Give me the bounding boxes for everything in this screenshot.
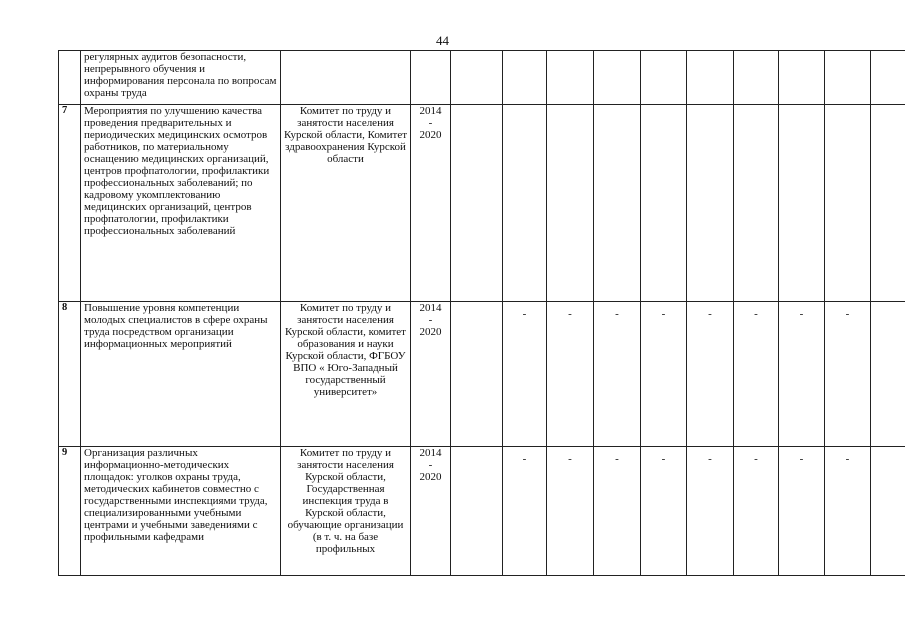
value-cell bbox=[503, 447, 547, 576]
term-start: 2014 bbox=[419, 105, 442, 117]
value-text bbox=[597, 51, 637, 57]
value-text: - bbox=[708, 453, 712, 465]
value-cell bbox=[734, 51, 779, 105]
value-cell bbox=[451, 51, 503, 105]
value-text bbox=[644, 105, 683, 111]
value-text bbox=[737, 51, 775, 57]
value-cell bbox=[871, 105, 905, 302]
executor-cell bbox=[281, 51, 411, 105]
value-text: - bbox=[522, 453, 527, 465]
value-cell bbox=[594, 447, 641, 576]
value-cell bbox=[825, 51, 871, 105]
table-row bbox=[59, 105, 905, 302]
value-text: - bbox=[522, 308, 527, 320]
value-text bbox=[506, 105, 543, 111]
measure-description-cell: регулярных аудитов безопасности, непрерывного обучения и информирования персонала по вопросам охраны труда bbox=[81, 51, 281, 105]
value-cell bbox=[594, 105, 641, 302]
value-text: - bbox=[661, 453, 666, 465]
term-cell bbox=[411, 302, 451, 447]
value-text: - bbox=[615, 453, 619, 465]
page-number: 44 bbox=[436, 33, 449, 48]
value-text: - bbox=[568, 308, 572, 320]
value-cell bbox=[871, 447, 905, 576]
term-sep: - bbox=[428, 459, 433, 471]
value-text bbox=[874, 105, 905, 111]
value-text bbox=[550, 105, 590, 111]
term-cell bbox=[411, 447, 451, 576]
value-text: - bbox=[845, 308, 850, 320]
value-text: - bbox=[845, 453, 850, 465]
value-text bbox=[454, 447, 499, 453]
value-cell bbox=[503, 51, 547, 105]
value-text bbox=[874, 447, 905, 453]
value-text: - bbox=[754, 453, 758, 465]
row-number-cell: 7 bbox=[59, 105, 81, 302]
value-cell bbox=[687, 302, 734, 447]
row-number-cell: 8 bbox=[59, 302, 81, 447]
value-cell bbox=[594, 302, 641, 447]
measure-description-cell: Повышение уровня компетенции молодых специалистов в сфере охраны труда посредством организации информационных мероприятий bbox=[81, 302, 281, 447]
value-text bbox=[644, 51, 683, 57]
value-cell bbox=[451, 302, 503, 447]
value-cell bbox=[871, 51, 905, 105]
value-text bbox=[597, 105, 637, 111]
value-cell bbox=[547, 105, 594, 302]
measure-description-cell: Организация различных информационно-методических площадок: уголков охраны труда, методических кабинетов совместно с государственными инспекциями труда, специализированными учебными центрами и учебными заведениями с профильными кафедрами bbox=[81, 447, 281, 576]
value-cell bbox=[641, 105, 687, 302]
value-text: - bbox=[568, 453, 572, 465]
value-cell bbox=[641, 302, 687, 447]
value-cell bbox=[779, 302, 825, 447]
value-cell bbox=[734, 105, 779, 302]
value-text: - bbox=[661, 308, 666, 320]
value-cell bbox=[451, 105, 503, 302]
value-cell bbox=[547, 302, 594, 447]
term-end: 2020 bbox=[419, 326, 442, 338]
term-start: 2014 bbox=[419, 447, 442, 459]
value-cell bbox=[734, 302, 779, 447]
table-row bbox=[59, 447, 905, 576]
table-row bbox=[59, 51, 905, 105]
term-end: 2020 bbox=[419, 129, 442, 141]
value-text: - bbox=[799, 308, 804, 320]
value-text bbox=[506, 51, 543, 57]
value-text bbox=[550, 51, 590, 57]
value-cell bbox=[734, 447, 779, 576]
value-text: - bbox=[754, 308, 758, 320]
term-sep: - bbox=[428, 117, 433, 129]
value-cell bbox=[687, 447, 734, 576]
value-cell bbox=[825, 447, 871, 576]
table-row bbox=[59, 302, 905, 447]
term-cell bbox=[411, 105, 451, 302]
value-text bbox=[454, 302, 499, 308]
value-text bbox=[828, 51, 867, 57]
value-cell bbox=[451, 447, 503, 576]
value-cell bbox=[503, 105, 547, 302]
value-cell bbox=[687, 51, 734, 105]
term-end: 2020 bbox=[419, 471, 442, 483]
value-cell bbox=[547, 51, 594, 105]
value-text bbox=[874, 302, 905, 308]
value-cell bbox=[594, 51, 641, 105]
value-text: - bbox=[799, 453, 804, 465]
value-text bbox=[737, 105, 775, 111]
value-cell bbox=[547, 447, 594, 576]
value-cell bbox=[779, 51, 825, 105]
value-text bbox=[782, 105, 821, 111]
value-cell bbox=[779, 105, 825, 302]
executor-cell: Комитет по труду и занятости населения Курской области, Комитет здравоохранения Курской области bbox=[281, 105, 411, 302]
value-text bbox=[874, 51, 905, 57]
measures-table bbox=[58, 50, 905, 576]
measure-description-cell: Мероприятия по улучшению качества проведения предварительных и периодических медицинских осмотров работников, по материальному оснащению медицинских организаций, центров профпатологии, профилактики профессиональных заболеваний; по кадровому укомплектованию медицинских организаций, центров профпатологии, профилактики профессиональных заболеваний bbox=[81, 105, 281, 302]
term-sep: - bbox=[428, 314, 433, 326]
value-cell bbox=[825, 302, 871, 447]
value-text bbox=[690, 105, 730, 111]
value-cell bbox=[825, 105, 871, 302]
value-text bbox=[454, 105, 499, 111]
value-cell bbox=[779, 447, 825, 576]
executor-cell: Комитет по труду и занятости населения Курской области, Государственная инспекция труда в Курской области, обучающие организации (в т. ч. на базе профильных bbox=[281, 447, 411, 576]
value-cell bbox=[871, 302, 905, 447]
value-text bbox=[454, 51, 499, 57]
value-text: - bbox=[708, 308, 712, 320]
value-text bbox=[690, 51, 730, 57]
value-text bbox=[782, 51, 821, 57]
value-text: - bbox=[615, 308, 619, 320]
value-text bbox=[828, 105, 867, 111]
executor-cell: Комитет по труду и занятости населения Курской области, комитет образования и науки Курской области, ФГБОУ ВПО « Юго-Западный государственный университет» bbox=[281, 302, 411, 447]
row-number-cell: 9 bbox=[59, 447, 81, 576]
value-cell bbox=[641, 51, 687, 105]
term-cell bbox=[411, 51, 451, 105]
value-cell bbox=[641, 447, 687, 576]
value-cell bbox=[503, 302, 547, 447]
term-start: 2014 bbox=[419, 302, 442, 314]
value-cell bbox=[687, 105, 734, 302]
row-number-cell bbox=[59, 51, 81, 105]
